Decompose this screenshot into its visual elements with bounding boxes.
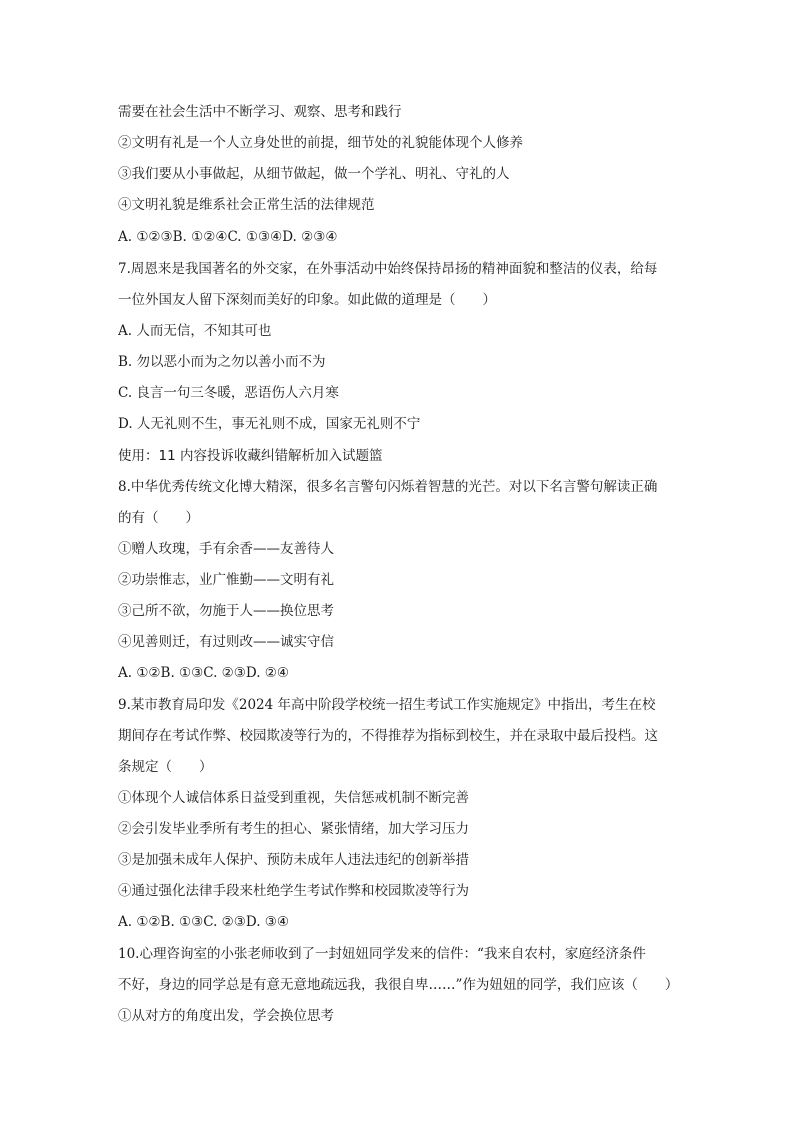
question-10-text: 10.心理咨询室的小张老师收到了一封妞妞同学发来的信件：“我来自农村，家庭经济条件 — [118, 946, 646, 962]
choice-a: A. 人而无信，不知其可也 — [118, 323, 272, 339]
option-line: ④文明礼貌是维系社会正常生活的法律规范 — [118, 197, 375, 213]
option-line: ③是加强未成年人保护、预防未成年人违法违纪的创新举措 — [118, 852, 469, 868]
question-7-text: 一位外国友人留下深刻而美好的印象。如此做的道理是（ ） — [118, 292, 496, 308]
answer-choices: A. ①②B. ①③C. ②③D. ②④ — [118, 665, 290, 681]
text-line: 需要在社会生活中不断学习、观察、思考和践行 — [118, 104, 402, 120]
option-line: ①从对方的角度出发，学会换位思考 — [118, 1008, 334, 1024]
choice-d: D. 人无礼则不生，事无礼则不成，国家无礼则不宁 — [118, 416, 421, 432]
choice-c: C. 良言一句三冬暖，恶语伤人六月寒 — [118, 385, 339, 401]
choice-b: B. 勿以恶小而为之勿以善小而不为 — [118, 354, 326, 370]
option-line: ③己所不欲，勿施于人——换位思考 — [118, 603, 334, 619]
question-9-text: 期间存在考试作弊、校园欺凌等行为的，不得推荐为指标到校生，并在录取中最后投档。这 — [118, 728, 658, 744]
usage-info: 使用：11 内容投诉收藏纠错解析加入试题篮 — [118, 448, 383, 464]
question-8-text: 的有（ ） — [118, 510, 199, 526]
option-line: ②会引发毕业季所有考生的担心、紧张情绪，加大学习压力 — [118, 821, 469, 837]
option-line: ①赠人玫瑰，手有余香——友善待人 — [118, 541, 334, 557]
question-9-text: 9.某市教育局印发《2024 年高中阶段学校统一招生考试工作实施规定》中指出，考生在校 — [118, 697, 656, 713]
option-line: ②文明有礼是一个人立身处世的前提，细节处的礼貌能体现个人修养 — [118, 135, 523, 151]
option-line: ②功崇惟志，业广惟勤——文明有礼 — [118, 572, 334, 588]
question-10-text: 不好，身边的同学总是有意无意地疏远我，我很自卑……”作为妞妞的同学，我们应该（ ） — [118, 977, 679, 993]
answer-choices: A. ①②③B. ①②④C. ①③④D. ②③④ — [118, 229, 338, 245]
answer-choices: A. ①②B. ①③C. ②③D. ③④ — [118, 914, 290, 930]
question-7-text: 7.周恩来是我国著名的外交家，在外事活动中始终保持昂扬的精神面貌和整洁的仪表，给每 — [118, 261, 658, 277]
option-line: ④见善则迁，有过则改——诚实守信 — [118, 634, 334, 650]
option-line: ①体现个人诚信体系日益受到重视，失信惩戒机制不断完善 — [118, 790, 469, 806]
question-9-text: 条规定（ ） — [118, 759, 213, 775]
option-line: ④通过强化法律手段来杜绝学生考试作弊和校园欺凌等行为 — [118, 883, 469, 899]
question-8-text: 8.中华优秀传统文化博大精深，很多名言警句闪烁着智慧的光芒。对以下名言警句解读正确 — [118, 479, 658, 495]
option-line: ③我们要从小事做起，从细节做起，做一个学礼、明礼、守礼的人 — [118, 166, 510, 182]
